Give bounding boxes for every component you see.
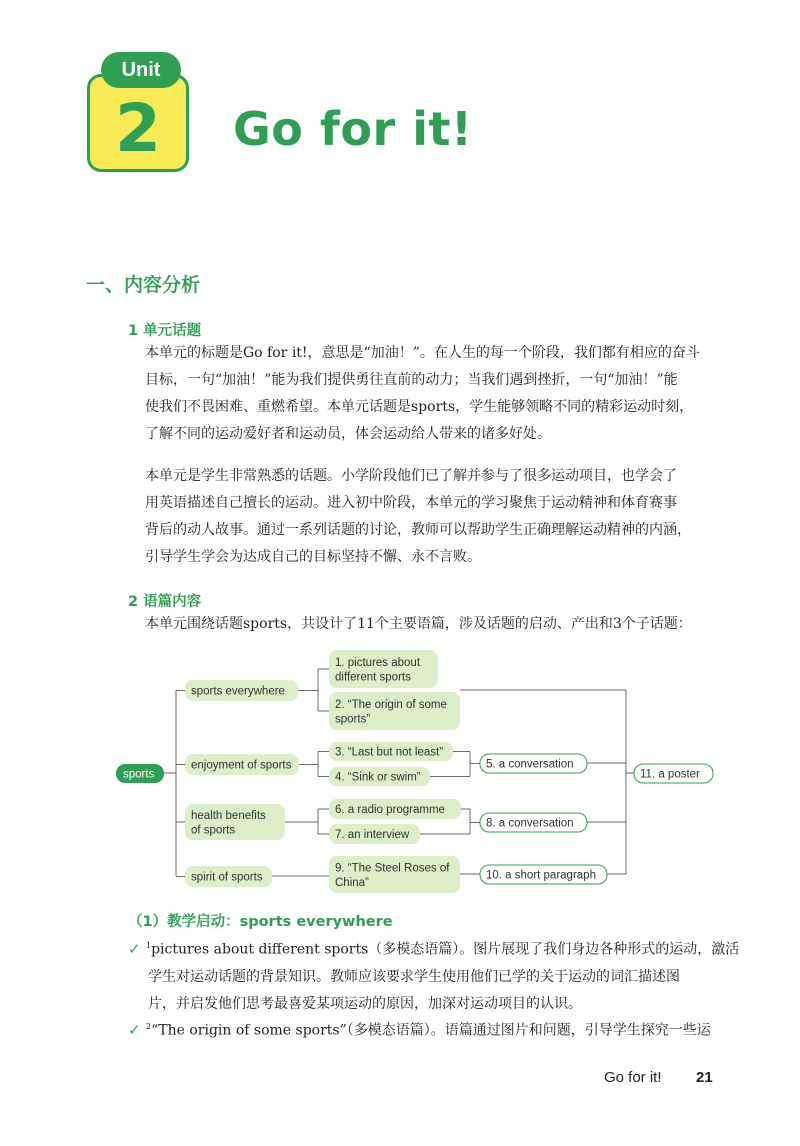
mind-map-branch-label: health benefits [191,809,266,822]
mind-map-text-node-label: China” [335,876,369,889]
page-number: 21 [696,1069,713,1086]
mind-map-text-node [329,824,420,844]
check-icon: ✓ [128,939,141,958]
mind-map-root-label: sports [123,768,155,781]
mind-map-branch-label: spirit of sports [191,871,263,884]
mind-map-text-node-label: 9. “The Steel Roses of [335,862,450,875]
mind-map-text-node-label: 6. a radio programme [335,804,445,816]
texts-intro: 本单元围绕话题sports，共设计了11个主要语篇，涉及话题的启动、产出和3个子话题： [145,616,692,632]
mind-map-branch-label: enjoyment of sports [191,759,292,772]
topic-paragraph-2: 本单元是学生非常熟悉的话题。小学阶段他们已了解并参与了很多运动项目，也学会了 用英语描述自己擅长的运动。进入初中阶段，本单元的学习聚焦于运动精神和体育赛事 背后的动人故事。通过一系列话题的讨论，教师可以帮助学生正确理解运动精神的内涵， 引导学生学会为达成自己的目标坚持不懈、永不言败。 [145,468,691,565]
mind-map-output-node [480,865,607,884]
step-heading: （1）教学启动：sports everywhere [128,914,393,930]
unit-title: Go for it! [233,102,473,156]
mind-map-text-node [329,650,438,688]
mind-map-text-node [329,767,430,786]
mind-map-text-node-label: 1. pictures about [335,656,421,669]
mind-map-branch-label: sports everywhere [191,685,285,698]
mind-map-output-node-label: 8. a conversation [486,817,574,830]
mind-map-text-node [329,856,460,893]
mind-map-branch [185,680,298,701]
mind-map-text-node-label: 2. “The origin of some [335,698,447,711]
mind-map-text-node [329,692,460,730]
unit-label: Unit [101,52,181,88]
mind-map-final-node [634,764,713,783]
mind-map-text-node [329,742,453,761]
list-item: ✓ $^1$pictures about different sports（多模态语篇）。图片展现了我们身边各种形式的运动，激活 学生对运动话题的背景知识。教师应该要求学生使用他们已学的关于运动的词汇描述图 片，并启发他们思考最喜爱某项运动的原因，加深对运动项目的认识。 [128,932,728,1018]
mind-map-output-node-label: 5. a conversation [486,758,574,771]
list-item: ✓ $^2$“The origin of some sports”（多模态语篇）。语篇通过图片和问题，引导学生探究一些运 [128,1013,728,1045]
mind-map-text-node-label: sports” [335,713,371,726]
section-heading: 一、内容分析 [86,274,201,296]
mind-map-text-node [329,799,461,819]
mind-map-final-node-label: 11. a poster [640,768,700,781]
mind-map-branch [185,804,285,840]
mind-map-nodes [116,650,713,893]
topic-paragraph-1: 本单元的标题是Go for it!，意思是“加油！”。在人生的每一个阶段，我们都有相应的奋斗 目标，一句“加油！”能为我们提供勇往直前的动力；当我们遇到挫折，一句“加油！”能 使我们不畏困难、重燃希望。本单元话题是sports，学生能够领略不同的精彩运动时刻， 了解不同的运动爱好者和运动员，体会运动给人带来的诸多好处。 [145,345,700,442]
mind-map-text-node-label: 4. “Sink or swim” [335,771,421,784]
check-icon: ✓ [128,1020,141,1039]
texts-heading: 2 语篇内容 [128,594,202,610]
mind-map-branch [185,754,299,775]
mind-map-root [116,764,164,783]
topic-heading: 1 单元话题 [128,323,202,339]
mind-map-output-node [480,813,587,832]
mind-map-output-node [480,754,587,773]
mind-map-branch [185,866,272,887]
mind-map-text-node-label: 7. an interview [335,829,410,841]
unit-number: 2 [115,90,161,167]
mind-map-text-node-label: 3. “Last but not least” [335,746,444,759]
mind-map-text-node-label: different sports [335,671,411,684]
footer-title: Go for it! [604,1069,662,1086]
mind-map-output-node-label: 10. a short paragraph [486,869,596,882]
mind-map-branch-label: of sports [191,824,236,837]
